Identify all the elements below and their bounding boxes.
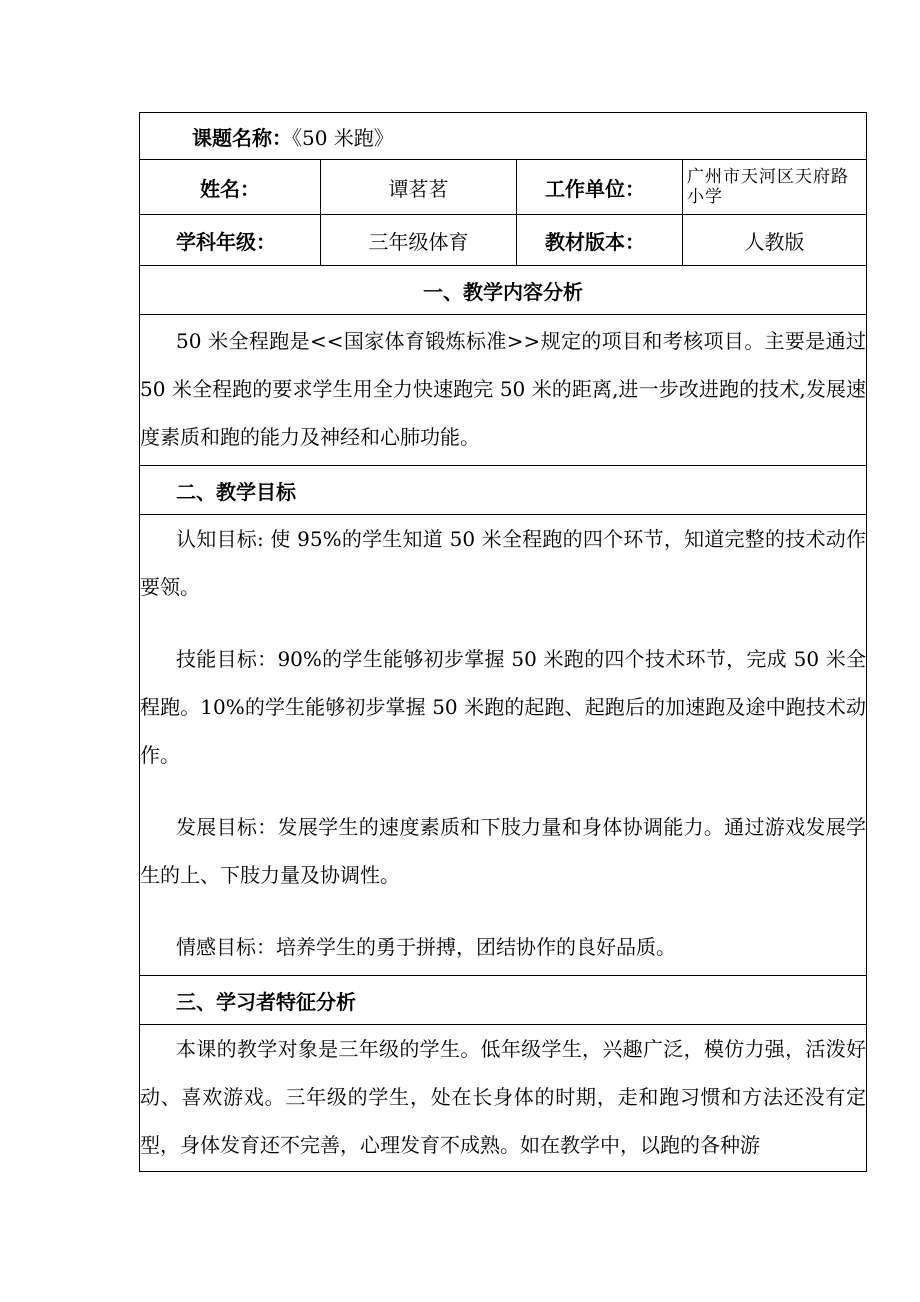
teaching-goals-heading-row — [140, 466, 867, 515]
subject-label: 学科年级： — [140, 215, 321, 266]
skill-goal: 技能目标：90%的学生能够初步掌握 50 米跑的四个技术环节，完成 50 米全程跑。10%的学生能够初步掌握 50 米跑的起跑、起跑后的加速跑及途中跑技术动作。 — [140, 647, 866, 767]
content-analysis-heading-row — [140, 266, 867, 315]
edition-label: 教材版本： — [517, 215, 683, 266]
teaching-goals-body-row — [140, 515, 867, 976]
learner-analysis-body — [140, 1025, 867, 1172]
teaching-goals-heading: 二、教学目标 — [140, 466, 867, 515]
emotion-goal: 情感目标：培养学生的勇于拼搏，团结协作的良好品质。 — [176, 935, 676, 959]
unit-value: 广州市天河区天府路小学 — [683, 160, 867, 215]
teacher-row — [140, 160, 867, 215]
lesson-plan-document — [139, 112, 866, 1172]
edition-value: 人教版 — [683, 215, 867, 266]
content-analysis-body — [140, 315, 867, 466]
teaching-goals-body — [140, 515, 867, 976]
course-title-cell — [140, 113, 867, 160]
learner-analysis-clip — [140, 1025, 866, 1167]
development-goal: 发展目标：发展学生的速度素质和下肢力量和身体协调能力。通过游戏发展学生的上、下肢力量及协调性。 — [140, 815, 866, 887]
subject-value: 三年级体育 — [321, 215, 517, 266]
content-analysis-body-row — [140, 315, 867, 466]
learner-analysis-body-row — [140, 1025, 867, 1172]
learner-analysis-heading-row — [140, 976, 867, 1025]
course-value: 《50 米跑》 — [292, 125, 394, 150]
learner-analysis-text: 本课的教学对象是三年级的学生。低年级学生，兴趣广泛，模仿力强，活泼好动、喜欢游戏。三年级的学生，处在长身体的时期，走和跑习惯和方法还没有定型，身体发育还不完善，心理发育不成熟。如在教学中，以跑的各种游 — [140, 1037, 866, 1157]
content-analysis-text: 50 米全程跑是<<国家体育锻炼标准>>规定的项目和考核项目。主要是通过 50 米全程跑的要求学生用全力快速跑完 50 米的距离,进一步改进跑的技术,发展速度素质和跑的能力及神经和心肺功能。 — [140, 329, 866, 449]
course-title-row — [140, 113, 867, 160]
learner-analysis-heading: 三、学习者特征分析 — [140, 976, 867, 1025]
name-label: 姓名： — [140, 160, 321, 215]
lesson-plan-table — [139, 112, 867, 1172]
unit-label: 工作单位： — [517, 160, 683, 215]
content-analysis-heading: 一、教学内容分析 — [140, 266, 867, 315]
name-value: 谭茗茗 — [321, 160, 517, 215]
subject-row — [140, 215, 867, 266]
course-label: 课题名称： — [192, 125, 292, 150]
cognitive-goal: 认知目标: 使 95%的学生知道 50 米全程跑的四个环节，知道完整的技术动作要领。 — [140, 527, 866, 599]
